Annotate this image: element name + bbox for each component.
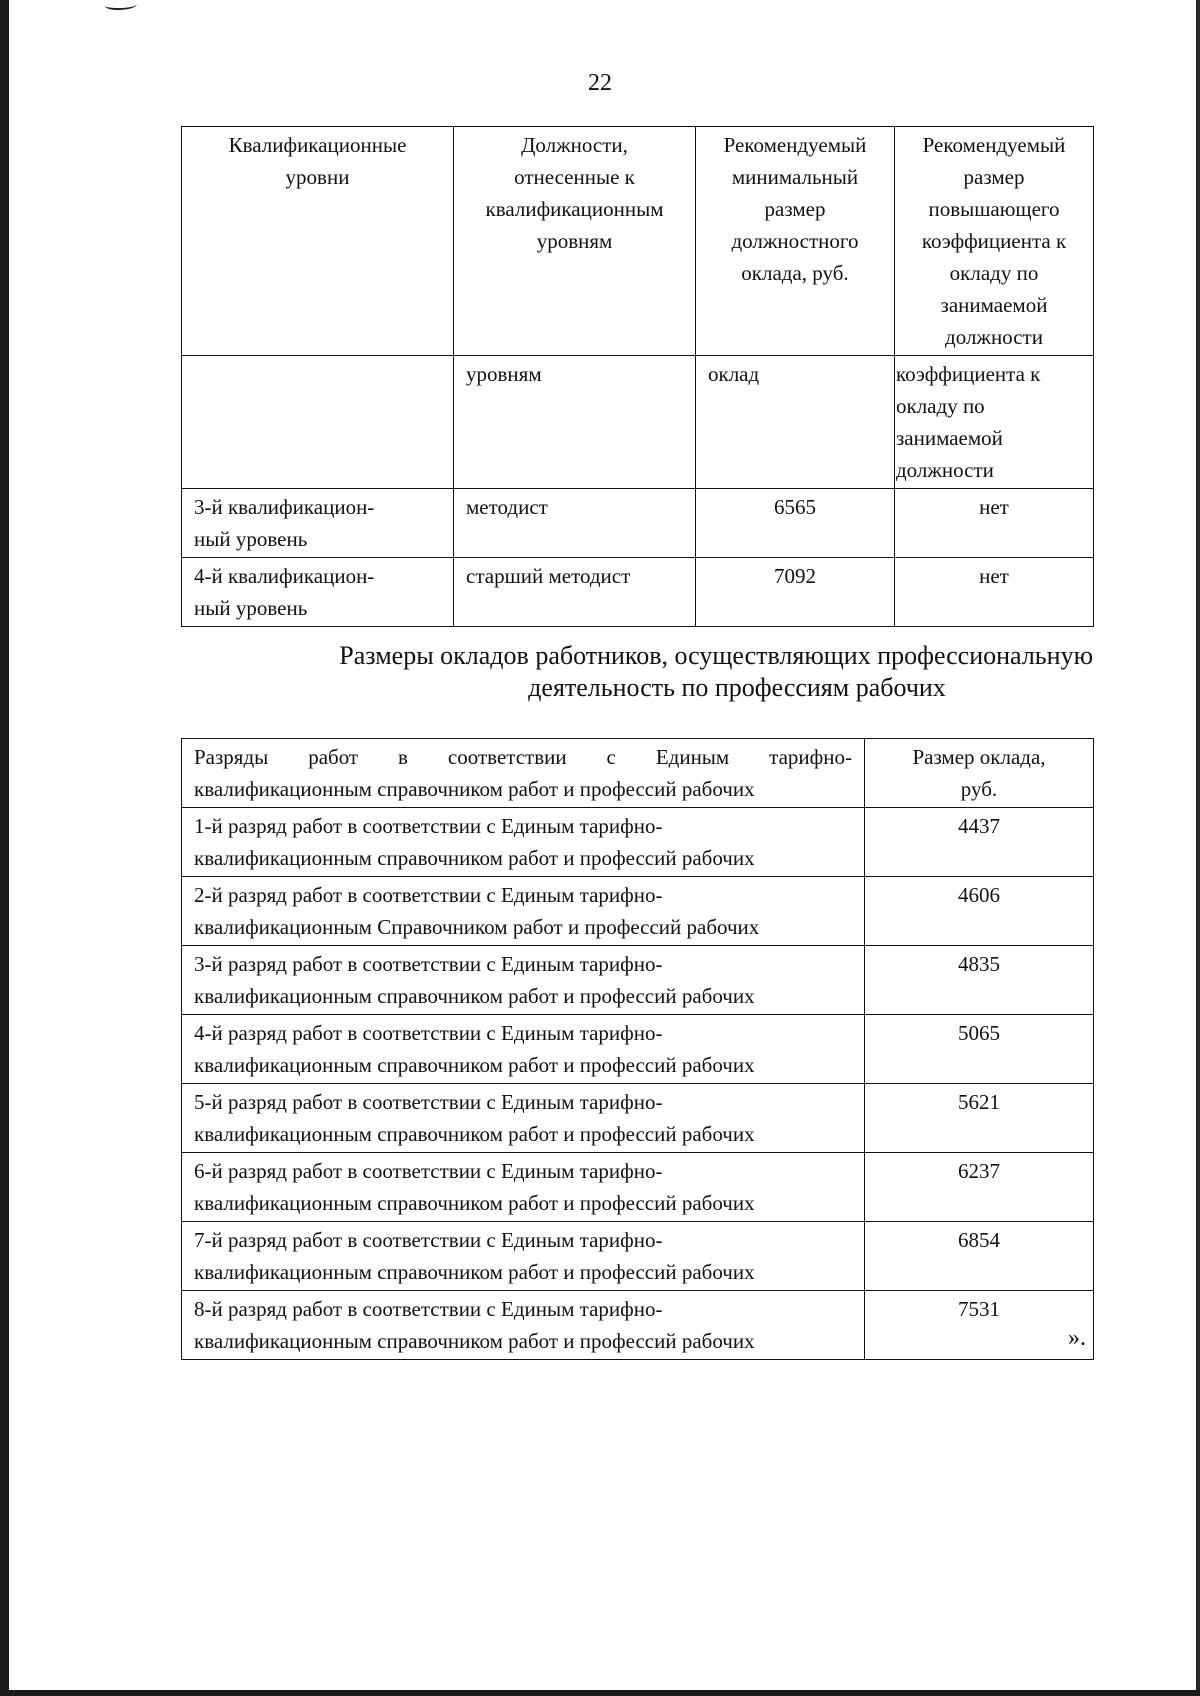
- salary-cell: 6854: [865, 1222, 1094, 1291]
- table-row: [182, 946, 1094, 1015]
- coefficient-cell: нет: [895, 489, 1094, 558]
- table-row: [182, 558, 1094, 627]
- grade-cell: 1-й разряд работ в соответствии с Единым тарифно- квалификационным справочником работ и профессий рабочих: [182, 808, 865, 877]
- salary-cell: 4606: [865, 877, 1094, 946]
- grade-cell: 5-й разряд работ в соответствии с Единым тарифно- квалификационным справочником работ и профессий рабочих: [182, 1084, 865, 1153]
- worker-grades-table-header: [182, 739, 1094, 808]
- coefficient-cell: нет: [895, 558, 1094, 627]
- table-row: [182, 1153, 1094, 1222]
- worker-grades-table: [181, 738, 1094, 1360]
- position-cell: старший методист: [454, 558, 696, 627]
- salary-cell: 6237: [865, 1153, 1094, 1222]
- header-grades: Разряды работ в соответствии с Единым тарифно- квалификационным справочником работ и профессий рабочих: [182, 739, 865, 808]
- grade-cell: 8-й разряд работ в соответствии с Единым тарифно- квалификационным справочником работ и профессий рабочих: [182, 1291, 865, 1360]
- table-row: [182, 877, 1094, 946]
- section-title-line-2: деятельность по профессиям рабочих: [528, 673, 946, 702]
- continuation-cell-level: [182, 356, 454, 489]
- salary-cell: 4835: [865, 946, 1094, 1015]
- salary-cell: 5065: [865, 1015, 1094, 1084]
- position-cell: методист: [454, 489, 696, 558]
- header-min-salary: Рекомендуемый минимальный размер должностного оклада, руб.: [696, 127, 895, 356]
- section-title-line-1: Размеры окладов работников, осуществляющих профессиональную: [339, 641, 1093, 670]
- salary-cell: 7531: [865, 1291, 1094, 1360]
- scan-edge-right: [1196, 0, 1200, 1696]
- table-row: [182, 808, 1094, 877]
- grade-cell: 4-й разряд работ в соответствии с Единым тарифно- квалификационным справочником работ и профессий рабочих: [182, 1015, 865, 1084]
- scan-edge-bottom: [0, 1690, 1200, 1696]
- section-title: [181, 640, 1093, 704]
- qualification-table-continuation-row: [182, 356, 1094, 489]
- level-cell: 3-й квалификацион- ный уровень: [182, 489, 454, 558]
- header-raising-coefficient: Рекомендуемый размер повышающего коэффициента к окладу по занимаемой должности: [895, 127, 1094, 356]
- grade-cell: 2-й разряд работ в соответствии с Единым тарифно- квалификационным Справочником работ и профессий рабочих: [182, 877, 865, 946]
- page-number: 22: [588, 70, 612, 96]
- table-row: [182, 1015, 1094, 1084]
- grade-cell: 7-й разряд работ в соответствии с Единым тарифно- квалификационным справочником работ и профессий рабочих: [182, 1222, 865, 1291]
- table-row: [182, 1222, 1094, 1291]
- header-qualification-levels: Квалификационные уровни: [182, 127, 454, 356]
- scan-edge-left: [0, 0, 9, 1696]
- continuation-cell-coefficient: коэффициента к окладу по занимаемой должности: [895, 356, 1094, 489]
- table-row: [182, 1291, 1094, 1360]
- continuation-cell-positions: уровням: [454, 356, 696, 489]
- scan-artifact-mark: [105, 0, 137, 10]
- salary-cell: 4437: [865, 808, 1094, 877]
- qualification-table-header: [182, 127, 1094, 356]
- level-cell: 4-й квалификацион- ный уровень: [182, 558, 454, 627]
- salary-cell: 6565: [696, 489, 895, 558]
- continuation-cell-salary: оклад: [696, 356, 895, 489]
- grade-cell: 6-й разряд работ в соответствии с Единым тарифно- квалификационным справочником работ и профессий рабочих: [182, 1153, 865, 1222]
- salary-cell: 5621: [865, 1084, 1094, 1153]
- qualification-table: [181, 126, 1094, 627]
- salary-cell: 7092: [696, 558, 895, 627]
- header-salary: Размер оклада, руб.: [865, 739, 1094, 808]
- table-row: [182, 1084, 1094, 1153]
- closing-quote-mark: ».: [1068, 1325, 1086, 1351]
- header-positions: Должности, отнесенные к квалификационным уровням: [454, 127, 696, 356]
- grade-cell: 3-й разряд работ в соответствии с Единым тарифно- квалификационным справочником работ и профессий рабочих: [182, 946, 865, 1015]
- table-row: [182, 489, 1094, 558]
